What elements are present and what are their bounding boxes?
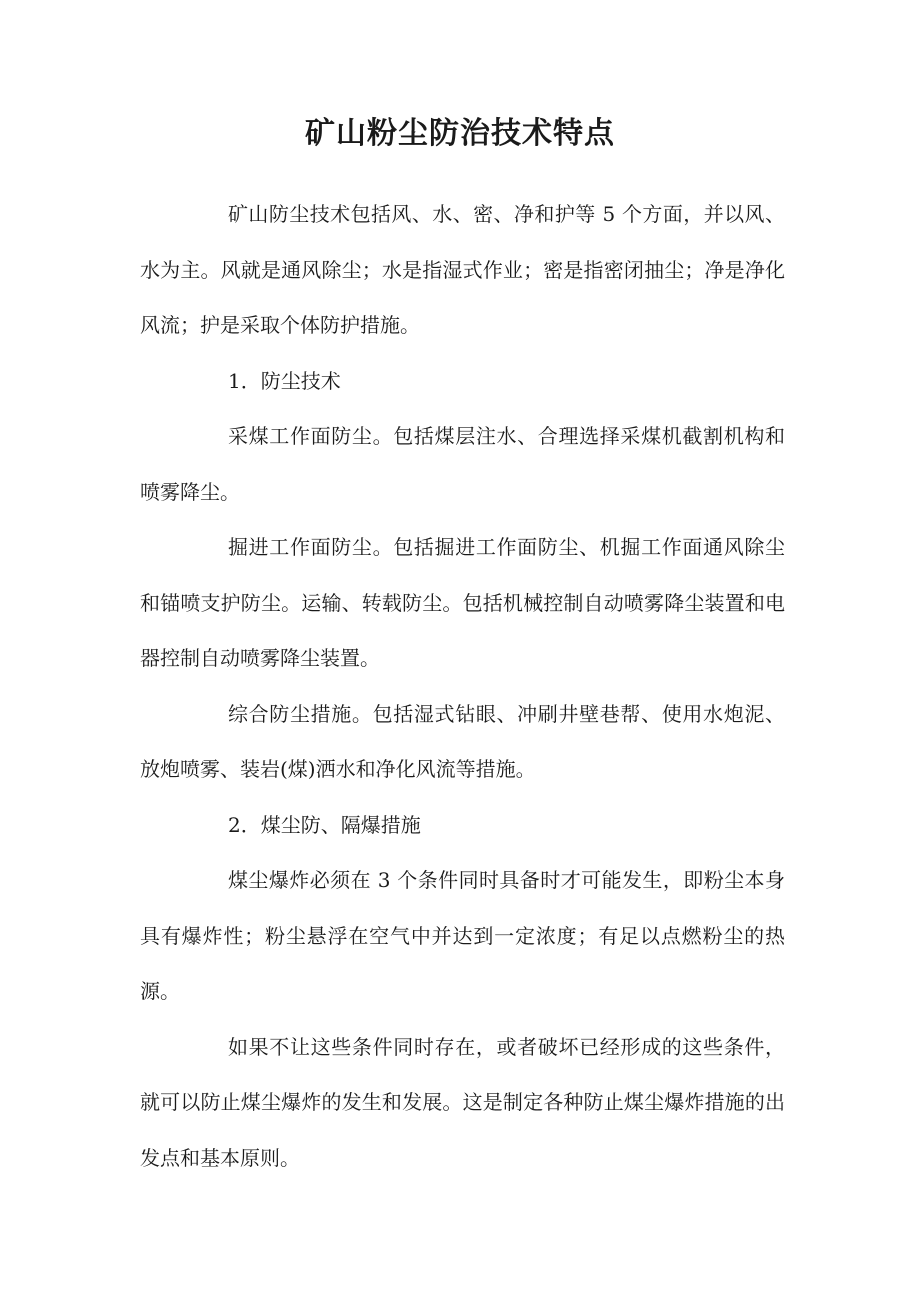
- section-heading-explosion-prevention: 2．煤尘防、隔爆措施: [228, 812, 421, 837]
- paragraph-coal-face: 采煤工作面防尘。包括煤层注水、合理选择采煤机截割机构和喷雾降尘。: [140, 424, 785, 504]
- paragraph-explosion-conditions: 煤尘爆炸必须在 3 个条件同时具备时才可能发生，即粉尘本身具有爆炸性；粉尘悬浮在空气中并达到一定浓度；有足以点燃粉尘的热源。: [140, 868, 785, 1003]
- paragraph-comprehensive-measures: 综合防尘措施。包括湿式钻眼、冲刷井壁巷帮、使用水炮泥、放炮喷雾、装岩(煤)洒水和净化风流等措施。: [140, 701, 785, 781]
- document-body: [140, 187, 785, 1186]
- paragraph-tunneling-face: 掘进工作面防尘。包括掘进工作面防尘、机掘工作面通风除尘和锚喷支护防尘。运输、转载防尘。包括机械控制自动喷雾降尘装置和电器控制自动喷雾降尘装置。: [140, 535, 785, 670]
- paragraph-intro: 矿山防尘技术包括风、水、密、净和护等 5 个方面，并以风、水为主。风就是通风除尘；水是指湿式作业；密是指密闭抽尘；净是净化风流；护是采取个体防护措施。: [140, 202, 785, 337]
- document-title: 矿山粉尘防治技术特点: [305, 116, 615, 151]
- paragraph-principles: 如果不让这些条件同时存在，或者破坏已经形成的这些条件，就可以防止煤尘爆炸的发生和发展。这是制定各种防止煤尘爆炸措施的出发点和基本原则。: [140, 1034, 785, 1170]
- section-heading-dust-prevention: 1．防尘技术: [228, 368, 341, 393]
